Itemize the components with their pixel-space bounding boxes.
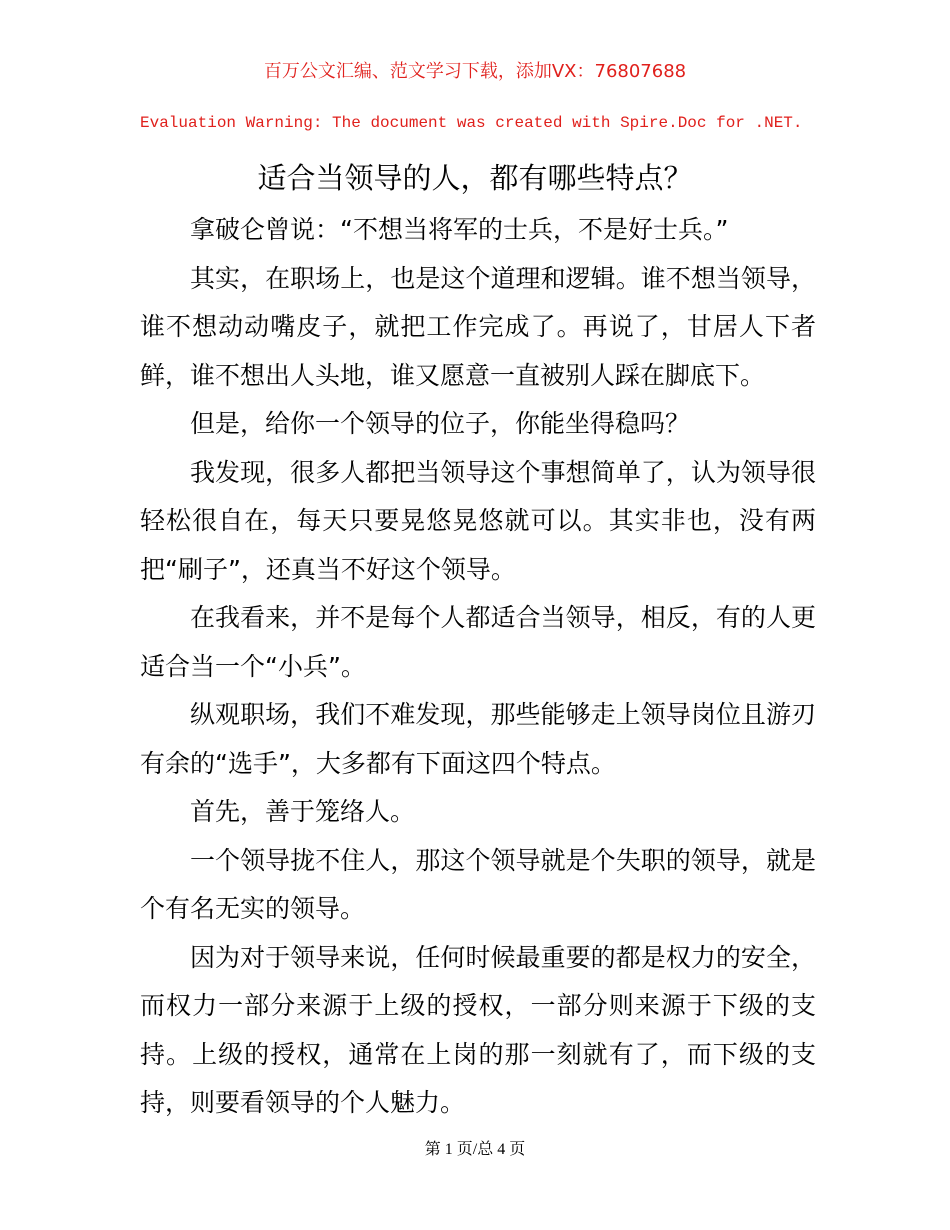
paragraph: 纵观职场，我们不难发现，那些能够走上领导岗位且游刃有余的“选手”，大多都有下面这四个特点。 <box>140 700 816 778</box>
paragraph: 在我看来，并不是每个人都适合当领导，相反，有的人更适合当一个“小兵”。 <box>140 603 816 681</box>
document-title: 适合当领导的人，都有哪些特点？ <box>257 161 693 195</box>
document-body <box>140 206 816 1128</box>
page-number: 第 1 页/总 4 页 <box>424 1141 526 1158</box>
evaluation-warning: Evaluation Warning: The document was created with Spire.Doc for .NET. <box>140 114 803 132</box>
paragraph: 首先，善于笼络人。 <box>190 797 416 826</box>
paragraph: 因为对于领导来说，任何时候最重要的都是权力的安全，而权力一部分来源于上级的授权，一部分则来源于下级的支持。上级的授权，通常在上岗的那一刻就有了，而下级的支持，则要看领导的个人魅力。 <box>140 942 816 1117</box>
paragraph: 其实，在职场上，也是这个道理和逻辑。谁不想当领导，谁不想动动嘴皮子，就把工作完成了。再说了，甘居人下者鲜，谁不想出人头地，谁又愿意一直被别人踩在脚底下。 <box>140 263 816 390</box>
paragraph: 一个领导拢不住人，那这个领导就是个失职的领导，就是个有名无实的领导。 <box>140 845 816 923</box>
paragraph: 但是，给你一个领导的位子，你能坐得稳吗？ <box>190 409 691 438</box>
paragraph: 拿破仑曾说：“不想当将军的士兵，不是好士兵。” <box>190 215 729 244</box>
download-banner: 百万公文汇编、范文学习下载，添加VX：76807688 <box>263 61 687 82</box>
paragraph: 我发现，很多人都把当领导这个事想简单了，认为领导很轻松很自在，每天只要晃悠晃悠就可以。其实非也，没有两把“刷子”，还真当不好这个领导。 <box>140 457 816 584</box>
